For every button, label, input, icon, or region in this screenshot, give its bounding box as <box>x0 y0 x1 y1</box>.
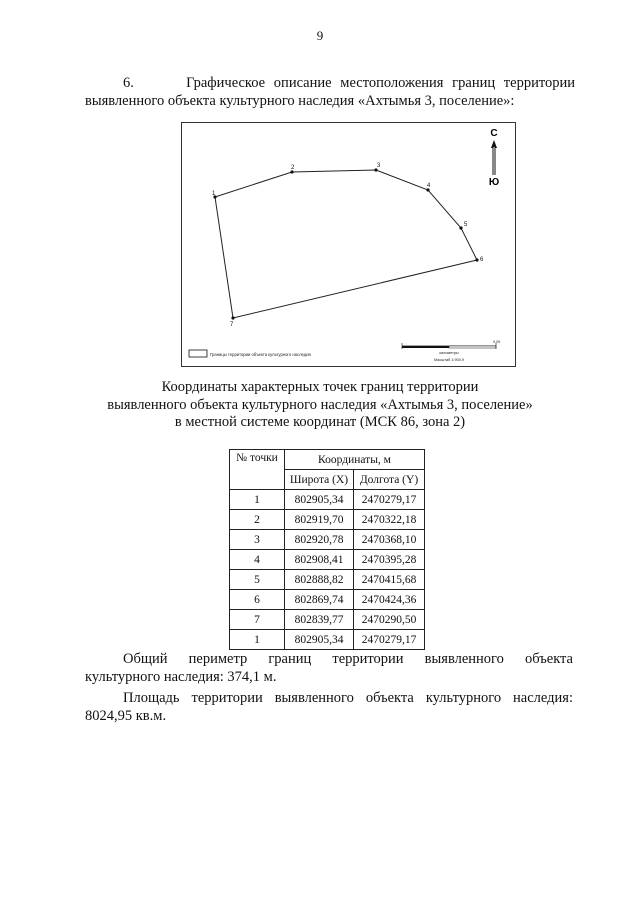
point-label-2: 2 <box>291 165 295 171</box>
south-label: Ю <box>488 177 500 188</box>
cell-y: 2470279,17 <box>354 630 425 650</box>
caption-line-1: Координаты характерных точек границ территории <box>161 379 479 395</box>
cell-x: 802905,34 <box>285 630 354 650</box>
table-row <box>230 510 425 530</box>
cell-point: 1 <box>230 490 285 510</box>
boundary-map <box>181 122 516 367</box>
cell-x: 802920,78 <box>285 530 354 550</box>
perimeter-paragraph <box>85 651 573 686</box>
area-line-2: 8024,95 кв.м. <box>85 707 167 724</box>
point-label-5: 5 <box>464 222 468 228</box>
table-row <box>230 550 425 570</box>
page-number: 9 <box>316 28 324 43</box>
table-row <box>230 630 425 650</box>
cell-y: 2470415,68 <box>354 570 425 590</box>
table-caption <box>60 379 580 432</box>
north-label: С <box>490 128 498 139</box>
header-latitude: Широта (X) <box>285 470 354 490</box>
heading-line-1: 6. Графическое описание местоположения границ территории <box>123 75 575 91</box>
cell-x: 802839,77 <box>285 610 354 630</box>
header-point: № точки <box>230 450 285 490</box>
legend-text: Границы территории объекта культурного наследия <box>210 352 311 357</box>
cell-y: 2470290,50 <box>354 610 425 630</box>
heading-line-2: выявленного объекта культурного наследия «Ахтымья 3, поселение»: <box>85 93 515 109</box>
coordinates-table <box>229 449 425 650</box>
cell-point: 1 <box>230 630 285 650</box>
cell-point: 7 <box>230 610 285 630</box>
area-paragraph <box>85 690 573 725</box>
table-row <box>230 610 425 630</box>
scale-right-label: 0.05 <box>493 340 501 344</box>
caption-line-2: выявленного объекта культурного наследия «Ахтымья 3, поселение» <box>107 396 533 413</box>
header-longitude: Долгота (Y) <box>354 470 425 490</box>
scale-title: километры <box>439 351 459 355</box>
cell-x: 802888,82 <box>285 570 354 590</box>
table-row <box>230 570 425 590</box>
cell-point: 3 <box>230 530 285 550</box>
table-row <box>230 490 425 510</box>
point-label-4: 4 <box>427 183 431 189</box>
area-line-1: Площадь территории выявленного объекта культурного наследия: <box>123 690 573 706</box>
table-row <box>230 530 425 550</box>
point-label-6: 6 <box>480 257 484 263</box>
point-marker-6 <box>475 258 478 261</box>
perimeter-line-1: Общий периметр границ территории выявленного объекта <box>123 651 573 667</box>
cell-x: 802908,41 <box>285 550 354 570</box>
caption-line-3: в местной системе координат (МСК 86, зона 2) <box>174 414 466 430</box>
map-legend <box>189 350 311 357</box>
perimeter-line-2: культурного наследия: 374,1 м. <box>85 668 277 685</box>
cell-point: 4 <box>230 550 285 570</box>
cell-x: 802919,70 <box>285 510 354 530</box>
table-row <box>230 590 425 610</box>
section-heading <box>85 74 575 110</box>
header-coordinates: Координаты, м <box>285 450 425 470</box>
cell-y: 2470322,18 <box>354 510 425 530</box>
legend-swatch <box>189 350 207 357</box>
point-label-1: 1 <box>212 191 216 197</box>
point-label-3: 3 <box>377 163 381 169</box>
cell-y: 2470368,10 <box>354 530 425 550</box>
cell-y: 2470395,28 <box>354 550 425 570</box>
cell-x: 802905,34 <box>285 490 354 510</box>
point-label-7: 7 <box>230 322 234 328</box>
cell-point: 6 <box>230 590 285 610</box>
cell-point: 2 <box>230 510 285 530</box>
scale-ratio: Масштаб 1:900,9 <box>434 358 464 362</box>
point-marker-5 <box>459 226 462 229</box>
cell-point: 5 <box>230 570 285 590</box>
cell-x: 802869,74 <box>285 590 354 610</box>
point-marker-7 <box>231 316 234 319</box>
cell-y: 2470279,17 <box>354 490 425 510</box>
cell-y: 2470424,36 <box>354 590 425 610</box>
